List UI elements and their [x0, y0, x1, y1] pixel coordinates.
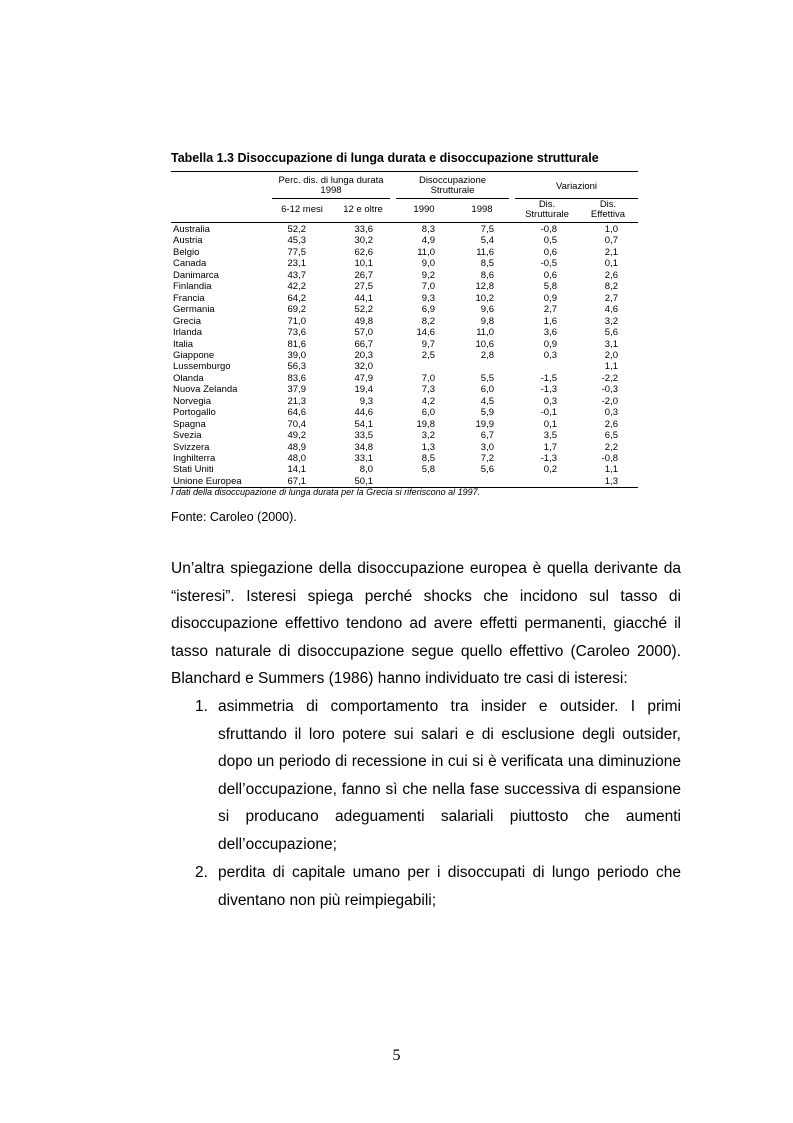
- country-cell: Svezia: [173, 430, 202, 442]
- list-text: asimmetria di comportamento tra insider e outsider. I primi sfruttando il loro potere sui salari e di esclusione degli outsider, dopo un periodo di recessione in cui si è verificata una diminuzione dell’occupazione, fanno sì che nella fase successiva di espansione si producano adeguamenti salariali piuttosto che aumenti dell’occupazione;: [218, 698, 681, 853]
- y1998-cell: 12,8: [475, 281, 494, 293]
- y1990-cell: 2,5: [421, 349, 435, 361]
- country-cell: Nuova Zelanda: [173, 384, 238, 396]
- y1998-cell: 6,7: [480, 430, 494, 442]
- twelve-plus-cell: 44,6: [354, 407, 373, 419]
- y1990-cell: 9,0: [421, 258, 435, 270]
- header-structural: Disoccupazione Strutturale: [418, 175, 487, 196]
- six-twelve-cell: 43,7: [287, 269, 306, 281]
- y1998-cell: 10,6: [475, 338, 494, 350]
- var-effective-cell: 2,2: [604, 441, 618, 453]
- y1990-cell: 8,5: [421, 453, 435, 464]
- table-row: [171, 339, 638, 350]
- table-row: [171, 270, 638, 281]
- country-cell: Francia: [173, 292, 205, 304]
- twelve-plus-cell: 8,0: [359, 464, 373, 476]
- country-cell: Canada: [173, 258, 207, 270]
- y1998-cell: 9,6: [480, 304, 494, 316]
- y1998-cell: 9,8: [480, 315, 494, 327]
- var-effective-cell: 2,0: [604, 349, 618, 361]
- six-twelve-cell: 37,9: [287, 384, 306, 396]
- six-twelve-cell: 73,6: [287, 327, 306, 339]
- y1998-cell: 8,5: [480, 258, 494, 270]
- twelve-plus-cell: 52,2: [354, 304, 373, 316]
- var-effective-cell: 2,7: [604, 292, 618, 304]
- six-twelve-cell: 49,2: [287, 430, 306, 442]
- table-row: [171, 373, 638, 384]
- var-effective-cell: 1,1: [604, 361, 618, 373]
- table-row: [171, 396, 638, 407]
- y1990-cell: 19,8: [416, 418, 435, 430]
- y1998-cell: 5,5: [480, 372, 494, 384]
- var-effective-cell: 2,1: [604, 246, 618, 258]
- y1990-cell: 5,8: [421, 464, 435, 476]
- table-row: [171, 258, 638, 269]
- table-note: I dati della disoccupazione di lunga durata per la Grecia si riferiscono al 1997.: [171, 487, 481, 497]
- table-row: [171, 293, 638, 304]
- header-long-duration: Perc. dis. di lunga durata 1998: [278, 175, 384, 196]
- twelve-plus-cell: 47,9: [354, 372, 373, 384]
- y1990-cell: 7,0: [421, 281, 435, 293]
- table-row: [171, 419, 638, 430]
- y1990-cell: 14,6: [416, 327, 435, 339]
- table-row: [171, 350, 638, 361]
- var-effective-cell: 1,1: [604, 464, 618, 476]
- y1990-cell: 9,3: [421, 292, 435, 304]
- var-effective-cell: 0,7: [604, 235, 618, 247]
- table-row: [171, 281, 638, 292]
- var-structural-cell: 3,5: [543, 430, 557, 442]
- var-structural-cell: 3,6: [543, 327, 557, 339]
- twelve-plus-cell: 32,0: [354, 361, 373, 373]
- y1998-cell: 7,5: [480, 224, 494, 235]
- country-cell: Unione Europea: [173, 475, 242, 487]
- y1998-cell: 5,9: [480, 407, 494, 419]
- twelve-plus-cell: 33,5: [354, 430, 373, 442]
- var-effective-cell: 3,1: [604, 338, 618, 350]
- variations-rule: [515, 198, 638, 199]
- var-structural-cell: 0,2: [543, 464, 557, 476]
- table-row: [171, 442, 638, 453]
- var-structural-cell: 1,6: [543, 315, 557, 327]
- structural-rule: [396, 198, 509, 199]
- body-paragraph: [171, 555, 681, 693]
- twelve-plus-cell: 54,1: [354, 418, 373, 430]
- y1998-cell: 4,5: [480, 395, 494, 407]
- table-header-rule: [171, 222, 638, 223]
- table-row: [171, 430, 638, 441]
- table-row: [171, 407, 638, 418]
- twelve-plus-cell: 33,6: [354, 224, 373, 235]
- table-caption: Tabella 1.3 Disoccupazione di lunga durata e disoccupazione strutturale: [171, 151, 599, 165]
- twelve-plus-cell: 62,6: [354, 246, 373, 258]
- twelve-plus-cell: 57,0: [354, 327, 373, 339]
- var-structural-cell: -1,3: [540, 453, 557, 464]
- twelve-plus-cell: 33,1: [354, 453, 373, 464]
- country-cell: Spagna: [173, 418, 206, 430]
- var-structural-cell: 0,9: [543, 338, 557, 350]
- var-structural-cell: 0,5: [543, 235, 557, 247]
- y1998-cell: 11,0: [476, 327, 494, 339]
- var-structural-cell: 0,3: [543, 349, 557, 361]
- table-row: [171, 247, 638, 258]
- var-effective-cell: -0,3: [601, 384, 618, 396]
- country-cell: Danimarca: [173, 269, 219, 281]
- table-row: [171, 327, 638, 338]
- var-structural-cell: 2,7: [543, 304, 557, 316]
- country-cell: Olanda: [173, 372, 204, 384]
- twelve-plus-cell: 30,2: [354, 235, 373, 247]
- twelve-plus-cell: 44,1: [354, 292, 373, 304]
- six-twelve-cell: 71,0: [287, 315, 306, 327]
- long-duration-rule: [272, 198, 390, 199]
- y1998-cell: 3,0: [480, 441, 494, 453]
- twelve-plus-cell: 26,7: [354, 269, 373, 281]
- country-cell: Italia: [173, 338, 194, 350]
- page-number: 5: [392, 1047, 401, 1064]
- country-cell: Austria: [173, 235, 203, 247]
- country-cell: Irlanda: [173, 327, 203, 339]
- var-structural-cell: 0,3: [543, 395, 557, 407]
- header-6-12: 6-12 mesi: [281, 204, 323, 215]
- var-structural-cell: -0,5: [540, 258, 557, 270]
- twelve-plus-cell: 49,8: [354, 315, 373, 327]
- var-effective-cell: 0,1: [604, 258, 618, 270]
- header-1998: 1998: [471, 204, 493, 215]
- var-structural-cell: 1,7: [543, 441, 557, 453]
- table-row: [171, 316, 638, 327]
- y1990-cell: 8,2: [421, 315, 435, 327]
- country-cell: Giappone: [173, 349, 215, 361]
- twelve-plus-cell: 9,3: [359, 395, 373, 407]
- table-row: [171, 224, 638, 235]
- table-source: Fonte: Caroleo (2000).: [171, 510, 297, 524]
- twelve-plus-cell: 27,5: [354, 281, 373, 293]
- country-cell: Portogallo: [173, 407, 216, 419]
- six-twelve-cell: 83,6: [287, 372, 306, 384]
- var-structural-cell: 0,6: [543, 246, 557, 258]
- y1998-cell: 8,6: [480, 269, 494, 281]
- six-twelve-cell: 56,3: [287, 361, 306, 373]
- var-effective-cell: -2,0: [601, 395, 618, 407]
- six-twelve-cell: 23,1: [287, 258, 306, 270]
- var-structural-cell: -1,3: [540, 384, 557, 396]
- y1990-cell: 6,0: [421, 407, 435, 419]
- country-cell: Stati Uniti: [173, 464, 214, 476]
- six-twelve-cell: 45,3: [287, 235, 306, 247]
- twelve-plus-cell: 19,4: [354, 384, 373, 396]
- y1990-cell: 6,9: [421, 304, 435, 316]
- var-effective-cell: 6,5: [604, 430, 618, 442]
- country-cell: Germania: [173, 304, 215, 316]
- var-structural-cell: 0,1: [543, 418, 557, 430]
- var-effective-cell: -2,2: [601, 372, 618, 384]
- var-structural-cell: -1,5: [540, 372, 557, 384]
- table-row: [171, 384, 638, 395]
- header-variations: Variazioni: [555, 181, 597, 192]
- y1990-cell: 1,3: [421, 441, 435, 453]
- var-effective-cell: 5,6: [604, 327, 618, 339]
- y1990-cell: 9,7: [421, 338, 435, 350]
- var-structural-cell: 0,9: [543, 292, 557, 304]
- var-effective-cell: -0,8: [601, 453, 618, 464]
- table-row: [171, 235, 638, 246]
- y1990-cell: 7,3: [421, 384, 435, 396]
- var-effective-cell: 1,0: [604, 224, 618, 235]
- y1998-cell: 5,6: [480, 464, 494, 476]
- twelve-plus-cell: 20,3: [354, 349, 373, 361]
- table-row: [171, 361, 638, 372]
- twelve-plus-cell: 10,1: [354, 258, 373, 270]
- six-twelve-cell: 48,0: [287, 453, 306, 464]
- var-effective-cell: 0,3: [604, 407, 618, 419]
- y1998-cell: 10,2: [475, 292, 494, 304]
- y1998-cell: 19,9: [475, 418, 494, 430]
- table-top-rule: [171, 171, 638, 172]
- y1990-cell: 4,9: [421, 235, 435, 247]
- six-twelve-cell: 69,2: [287, 304, 306, 316]
- var-effective-cell: 3,2: [604, 315, 618, 327]
- var-structural-cell: 5,8: [543, 281, 557, 293]
- y1990-cell: 7,0: [421, 372, 435, 384]
- table-row: [171, 464, 638, 475]
- header-12-plus: 12 e oltre: [343, 204, 383, 215]
- country-cell: Inghilterra: [173, 453, 216, 464]
- country-cell: Norvegia: [173, 395, 212, 407]
- country-cell: Australia: [173, 224, 210, 235]
- six-twelve-cell: 52,2: [287, 224, 306, 235]
- six-twelve-cell: 48,9: [287, 441, 306, 453]
- six-twelve-cell: 14,1: [287, 464, 306, 476]
- six-twelve-cell: 64,2: [287, 292, 306, 304]
- y1998-cell: 2,8: [480, 349, 494, 361]
- six-twelve-cell: 64,6: [287, 407, 306, 419]
- y1990-cell: 9,2: [421, 269, 435, 281]
- six-twelve-cell: 39,0: [287, 349, 306, 361]
- y1990-cell: 3,2: [421, 430, 435, 442]
- country-cell: Lussemburgo: [173, 361, 231, 373]
- six-twelve-cell: 21,3: [287, 395, 306, 407]
- country-cell: Svizzera: [173, 441, 210, 453]
- header-1990: 1990: [413, 204, 435, 215]
- twelve-plus-cell: 50,1: [354, 475, 373, 487]
- var-structural-cell: 0,6: [543, 269, 557, 281]
- country-cell: Finlandia: [173, 281, 212, 293]
- y1998-cell: 5,4: [480, 235, 494, 247]
- y1998-cell: 6,0: [480, 384, 494, 396]
- twelve-plus-cell: 66,7: [354, 338, 373, 350]
- list-number: 2.: [195, 864, 208, 881]
- var-effective-cell: 4,6: [604, 304, 618, 316]
- country-cell: Grecia: [173, 315, 201, 327]
- var-structural-cell: -0,8: [540, 224, 557, 235]
- var-effective-cell: 2,6: [604, 269, 618, 281]
- y1990-cell: 11,0: [417, 246, 435, 258]
- table-row: [171, 453, 638, 464]
- six-twelve-cell: 67,1: [287, 475, 306, 487]
- y1990-cell: 8,3: [421, 224, 435, 235]
- country-cell: Belgio: [173, 246, 200, 258]
- var-effective-cell: 1,3: [604, 475, 618, 487]
- y1990-cell: 4,2: [421, 395, 435, 407]
- paragraph-text: Un’altra spiegazione della disoccupazione europea è quella derivante da “isteresi”. Isteresi spiega perché shocks che incidono sul tasso di disoccupazione effettivo tendono ad avere effetti permanenti, giacché il tasso naturale di disoccupazione segue quello effettivo (Caroleo 2000). Blanchard e Summers (1986) hanno individuato tre casi di isteresi:: [171, 560, 681, 687]
- y1998-cell: 11,6: [476, 246, 494, 258]
- header-dis-effettiva: Dis. Effettiva: [590, 199, 626, 220]
- var-effective-cell: 2,6: [604, 418, 618, 430]
- six-twelve-cell: 42,2: [287, 281, 306, 293]
- twelve-plus-cell: 34,8: [354, 441, 373, 453]
- table-row: [171, 304, 638, 315]
- header-dis-strutturale: Dis. Strutturale: [525, 199, 569, 220]
- list-number: 1.: [195, 698, 208, 715]
- y1998-cell: 7,2: [480, 453, 494, 464]
- list-text: perdita di capitale umano per i disoccupati di lungo periodo che diventano non più reimpiegabili;: [218, 864, 681, 909]
- table-row: [171, 476, 638, 487]
- var-structural-cell: -0,1: [540, 407, 557, 419]
- six-twelve-cell: 77,5: [287, 246, 306, 258]
- var-effective-cell: 8,2: [604, 281, 618, 293]
- six-twelve-cell: 70,4: [287, 418, 306, 430]
- six-twelve-cell: 81,6: [287, 338, 306, 350]
